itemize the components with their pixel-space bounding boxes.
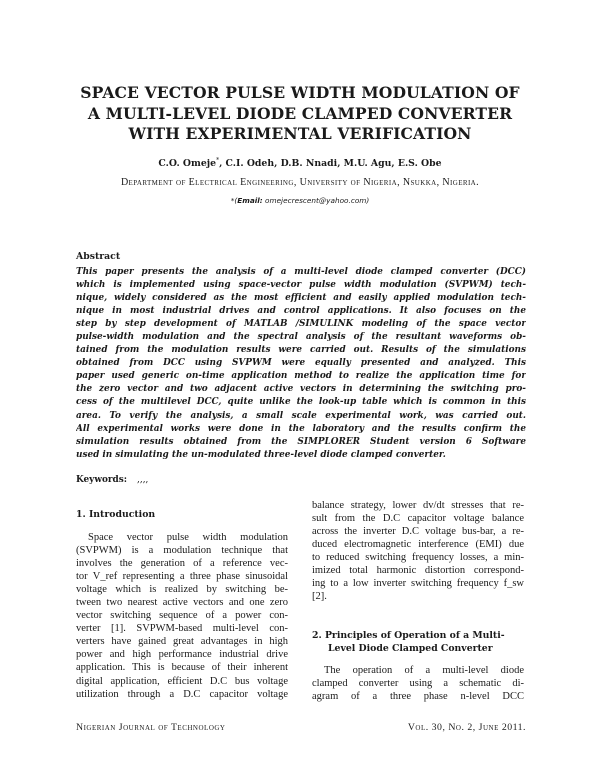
principles-body — [312, 664, 524, 703]
body-line: across the inverter D.C voltage bus-bar, a re- — [312, 526, 524, 538]
abstract-line: which is implemented using space-vector pulse width modulation (SVPWM) tech- — [76, 280, 526, 291]
body-line: balance strategy, lower dv/dt stresses that re- — [312, 500, 524, 511]
body-line: Space vector pulse width modulation — [88, 532, 288, 543]
title-line: A MULTI-LEVEL DIODE CLAMPED CONVERTER — [87, 103, 513, 123]
introduction-body — [76, 531, 288, 701]
abstract-line: obtained from DCC using SVPWM were equally presented and analyzed. This — [76, 358, 526, 369]
abstract-line: the zero vector and two adjacent active vectors in determining the switching pro- — [76, 384, 526, 395]
other-authors: , C.I. Odeh, D.B. Nnadi, M.U. Agu, E.S. Obe — [219, 158, 442, 170]
body-line: verter [1]. SVPWM-based multi-level con- — [76, 623, 288, 635]
title-line: SPACE VECTOR PULSE WIDTH MODULATION OF — [80, 83, 520, 102]
abstract-line: cess of the multilevel DCC, quite unlike the look-up table which is common in this — [76, 397, 526, 408]
body-line: clamped converter using a schematic di- — [312, 678, 524, 690]
body-line: [2]. — [312, 591, 327, 603]
email-address: omejecrescent@yahoo.com) — [262, 196, 370, 205]
abstract-line: pulse-width modulation and the spectral analysis of the resultant waveforms ob- — [76, 332, 526, 343]
body-line: imized total harmonic distortion correspond- — [312, 565, 524, 577]
body-line: to reduced switching frequency losses, a min- — [312, 552, 524, 564]
heading-line: Level Diode Clamped Converter — [328, 643, 493, 654]
keywords — [76, 475, 148, 485]
abstract-line: nique, widely considered as the most efficient and easily applied modulation tech- — [76, 293, 526, 304]
keywords-label: Keywords: — [76, 475, 128, 485]
body-line: voltage which is realized by switching be- — [76, 584, 288, 596]
body-line: tween two nearest active vectors and one zero — [76, 597, 288, 609]
body-line: digital application, efficient D.C bus voltage — [76, 675, 288, 687]
body-line: vector switching sequence of a power con- — [76, 610, 288, 622]
body-line: utilization through a D.C capacitor voltage — [76, 688, 288, 700]
abstract-line: simulation results obtained from the SIMPLORER Student version 6 Software — [76, 436, 526, 447]
affiliation: Department of Electrical Engineering, University of Nigeria, Nsukka, Nigeria. — [120, 177, 480, 188]
abstract-line: nique in most industrial drives and control applications. It also focuses on the — [76, 306, 526, 317]
abstract-line: tained from the modulation results were carried out. Results of the simulations — [76, 345, 526, 356]
section-heading-principles — [312, 629, 505, 655]
abstract-body — [76, 266, 526, 462]
abstract-line: paper used generic on-time application method to realize the application time for — [76, 371, 526, 382]
keywords-value: ,,,, — [137, 475, 149, 485]
abstract-line: area. To verify the analysis, a small scale experimental work, was carried out. — [76, 410, 526, 421]
body-line: (SVPWM) is a modulation technique that — [76, 545, 288, 557]
first-author: C.O. Omeje — [158, 158, 217, 170]
footer-journal: Nigerian Journal of Technology — [76, 722, 226, 733]
heading-line: 2. Principles of Operation of a Multi- — [312, 630, 505, 641]
email-label: Email: — [237, 196, 263, 205]
abstract-line: All experimental works were done in the laboratory and the results confirm the — [76, 423, 526, 434]
author-list — [40, 157, 560, 169]
body-line: verters have gained great advantages in high — [76, 636, 288, 648]
email-prefix: *( — [230, 196, 238, 205]
abstract-line: used in simulating the un-modulated three-level diode clamped converter. — [76, 449, 446, 460]
title-line: WITH EXPERIMENTAL VERIFICATION — [128, 124, 472, 143]
body-line: ing to a low inverter switching frequency f_sw — [312, 578, 524, 590]
body-line: sult from the D.C capacitor voltage balance — [312, 513, 524, 525]
right-column-body — [312, 499, 524, 603]
paper-title — [40, 83, 560, 145]
body-line: agram of a three phase n-level DCC — [312, 691, 524, 703]
abstract-line: This paper presents the analysis of a multi-level diode clamped converter (DCC) — [76, 267, 526, 277]
abstract-line: step by step development of MATLAB /SIMULINK modeling of the space vector — [76, 319, 526, 330]
body-line: duced electromagnetic interference (EMI) due — [312, 539, 524, 551]
footer-volume: Vol. 30, No. 2, June 2011. — [407, 722, 526, 733]
body-line: tor V_ref representing a three phase sinusoidal — [76, 571, 288, 583]
email-line — [40, 196, 560, 205]
body-line: The operation of a multi-level diode — [324, 665, 524, 676]
section-heading-introduction: 1. Introduction — [76, 509, 156, 520]
corresponding-marker: * — [216, 157, 220, 164]
body-line: involves the generation of a reference vec- — [76, 558, 288, 570]
body-line: power and high performance industrial drive — [76, 649, 288, 661]
body-line: application. This is because of their inherent — [76, 662, 288, 674]
abstract-heading: Abstract — [76, 251, 121, 262]
